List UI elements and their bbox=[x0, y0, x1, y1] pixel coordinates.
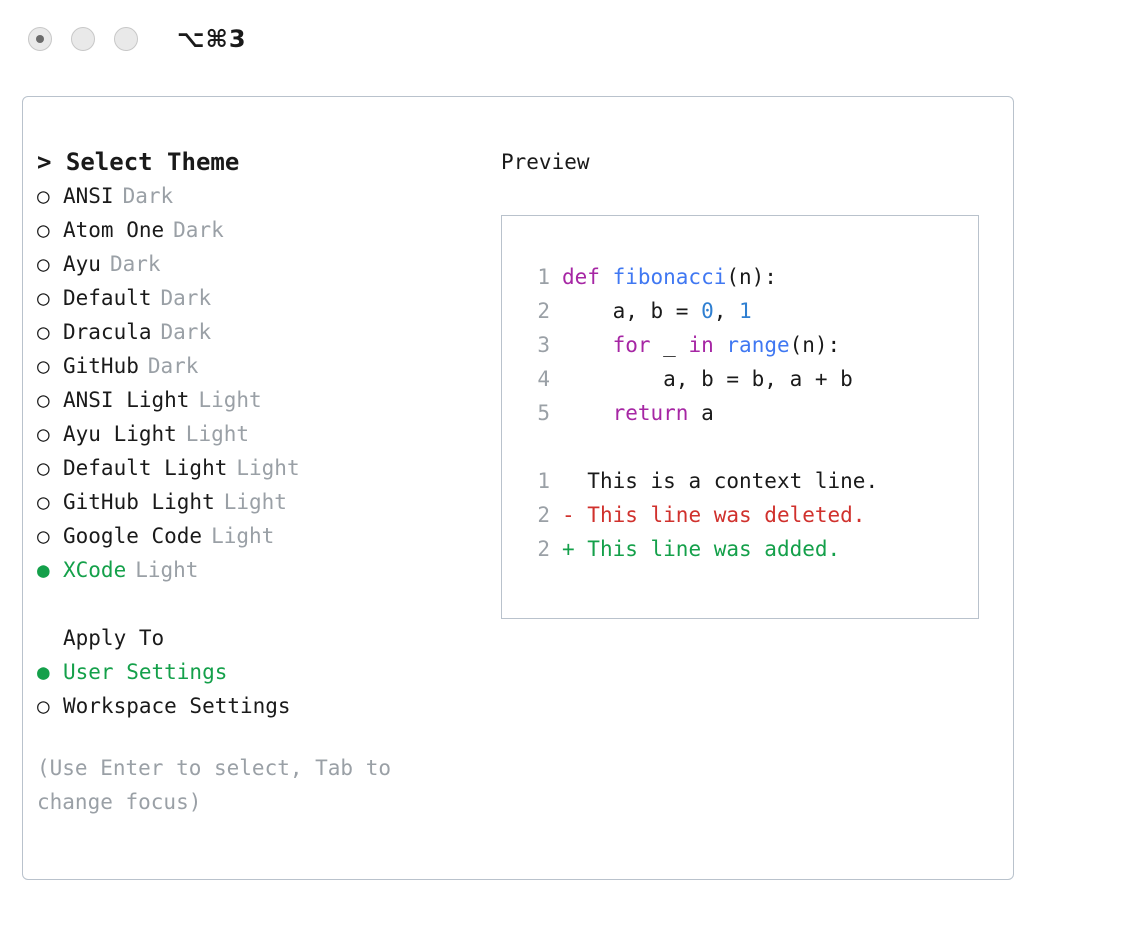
apply-to-option[interactable] bbox=[37, 655, 497, 689]
theme-variant-badge: Light bbox=[135, 558, 199, 582]
theme-variant-badge: Light bbox=[223, 490, 287, 514]
theme-variant-badge: Light bbox=[185, 422, 250, 446]
code-line bbox=[520, 260, 978, 294]
theme-option-label: Atom One bbox=[63, 218, 165, 242]
code-token: range bbox=[726, 333, 790, 357]
theme-variant-badge: Dark bbox=[160, 320, 212, 344]
radio-icon: ○ bbox=[37, 354, 50, 378]
apply-to-option[interactable] bbox=[37, 689, 497, 723]
theme-picker-panel bbox=[22, 96, 1014, 880]
theme-option-label: XCode bbox=[63, 558, 127, 582]
theme-option[interactable] bbox=[37, 247, 497, 281]
theme-option[interactable] bbox=[37, 213, 497, 247]
theme-option[interactable] bbox=[37, 451, 497, 485]
radio-icon: ○ bbox=[37, 320, 50, 344]
theme-option-label: Google Code bbox=[63, 524, 203, 548]
theme-variant-badge: Light bbox=[236, 456, 300, 480]
code-preview bbox=[520, 260, 978, 430]
code-line-text bbox=[562, 396, 714, 430]
code-line-text bbox=[562, 260, 777, 294]
diff-line bbox=[520, 532, 978, 566]
code-token: (n): bbox=[726, 265, 777, 289]
code-token: def bbox=[562, 265, 613, 289]
theme-variant-badge: Dark bbox=[147, 354, 199, 378]
theme-option-label: Default bbox=[63, 286, 152, 310]
radio-icon: ○ bbox=[37, 456, 50, 480]
line-number: 2 bbox=[537, 299, 550, 323]
radio-icon: ○ bbox=[37, 388, 50, 412]
diff-sign: - bbox=[562, 503, 575, 527]
radio-icon: ○ bbox=[37, 524, 50, 548]
theme-option[interactable] bbox=[37, 485, 497, 519]
theme-option-label: GitHub Light bbox=[63, 490, 215, 514]
code-diff-gap bbox=[520, 430, 978, 464]
preview-box bbox=[501, 215, 979, 619]
line-number: 3 bbox=[537, 333, 550, 357]
line-number: 1 bbox=[537, 469, 550, 493]
title-bar bbox=[0, 0, 1140, 78]
code-line-text bbox=[562, 328, 840, 362]
code-line bbox=[520, 362, 978, 396]
code-token: (n): bbox=[789, 333, 841, 357]
line-number: 4 bbox=[537, 367, 550, 391]
apply-to-option-label: Workspace Settings bbox=[63, 694, 291, 718]
code-token: a, b = b, a + b bbox=[562, 367, 853, 391]
theme-option-label: ANSI bbox=[63, 184, 114, 208]
code-token: a bbox=[688, 401, 714, 425]
keyboard-hint: (Use Enter to select, Tab to change focus) bbox=[37, 756, 392, 814]
radio-selected-icon: ● bbox=[37, 660, 50, 684]
diff-line bbox=[520, 464, 978, 498]
theme-variant-badge: Dark bbox=[122, 184, 174, 208]
theme-variant-badge: Light bbox=[211, 524, 275, 548]
apply-to-option-label: User Settings bbox=[63, 660, 228, 684]
theme-option-label: Ayu bbox=[63, 252, 101, 276]
line-number: 5 bbox=[537, 401, 550, 425]
theme-option[interactable] bbox=[37, 315, 497, 349]
line-number: 2 bbox=[537, 503, 550, 527]
theme-option[interactable] bbox=[37, 553, 497, 587]
code-line-text bbox=[562, 362, 853, 396]
window-minimize-dot[interactable] bbox=[71, 27, 95, 51]
radio-icon: ○ bbox=[37, 422, 50, 446]
theme-list[interactable] bbox=[37, 179, 497, 587]
code-token: return bbox=[612, 401, 689, 425]
radio-icon: ○ bbox=[37, 184, 50, 208]
apply-to-list[interactable] bbox=[37, 655, 497, 723]
theme-option-label: Default Light bbox=[63, 456, 228, 480]
preview-column bbox=[501, 145, 1001, 619]
diff-line-text: This line was deleted. bbox=[574, 503, 866, 527]
keyboard-shortcut-label: ⌥⌘3 bbox=[177, 25, 247, 53]
code-token bbox=[562, 401, 613, 425]
line-number: 2 bbox=[537, 537, 550, 561]
section-spacer bbox=[37, 587, 497, 621]
radio-icon: ○ bbox=[37, 490, 50, 514]
radio-selected-icon: ● bbox=[37, 558, 50, 582]
radio-icon: ○ bbox=[37, 286, 50, 310]
theme-variant-badge: Dark bbox=[160, 286, 212, 310]
diff-sign bbox=[562, 464, 575, 498]
select-theme-heading: > Select Theme bbox=[37, 148, 240, 176]
diff-sign: + bbox=[562, 537, 575, 561]
theme-option[interactable] bbox=[37, 383, 497, 417]
diff-line-text: This line was added. bbox=[574, 537, 841, 561]
code-line-text bbox=[562, 294, 752, 328]
theme-option-label: Ayu Light bbox=[63, 422, 177, 446]
diff-preview bbox=[520, 464, 978, 566]
code-token: for bbox=[612, 333, 651, 357]
code-token: fibonacci bbox=[612, 265, 727, 289]
code-token bbox=[714, 333, 727, 357]
window-close-dot[interactable] bbox=[28, 27, 52, 51]
diff-line-text: This is a context line. bbox=[574, 469, 879, 493]
preview-title: Preview bbox=[501, 150, 590, 174]
theme-variant-badge: Dark bbox=[173, 218, 224, 242]
radio-icon: ○ bbox=[37, 252, 50, 276]
code-token: 1 bbox=[739, 299, 752, 323]
theme-option-label: ANSI Light bbox=[63, 388, 190, 412]
code-token bbox=[562, 333, 613, 357]
theme-option-label: GitHub bbox=[63, 354, 139, 378]
theme-option[interactable] bbox=[37, 179, 497, 213]
radio-icon: ○ bbox=[37, 694, 50, 718]
theme-option[interactable] bbox=[37, 349, 497, 383]
theme-variant-badge: Dark bbox=[109, 252, 161, 276]
theme-option[interactable] bbox=[37, 519, 497, 553]
theme-option[interactable] bbox=[37, 281, 497, 315]
theme-option-label: Dracula bbox=[63, 320, 152, 344]
theme-variant-badge: Light bbox=[198, 388, 262, 412]
code-token: 0 bbox=[701, 299, 714, 323]
code-token: in bbox=[688, 333, 714, 357]
code-token: , bbox=[713, 299, 740, 323]
line-number: 1 bbox=[537, 265, 550, 289]
apply-to-heading: Apply To bbox=[63, 626, 165, 650]
code-line bbox=[520, 294, 978, 328]
code-line bbox=[520, 328, 978, 362]
code-token: _ bbox=[650, 333, 689, 357]
window-maximize-dot[interactable] bbox=[114, 27, 138, 51]
theme-option[interactable] bbox=[37, 417, 497, 451]
theme-selection-column bbox=[37, 145, 497, 819]
radio-icon: ○ bbox=[37, 218, 50, 242]
diff-line bbox=[520, 498, 978, 532]
code-line bbox=[520, 396, 978, 430]
code-token: a, b = bbox=[562, 299, 702, 323]
